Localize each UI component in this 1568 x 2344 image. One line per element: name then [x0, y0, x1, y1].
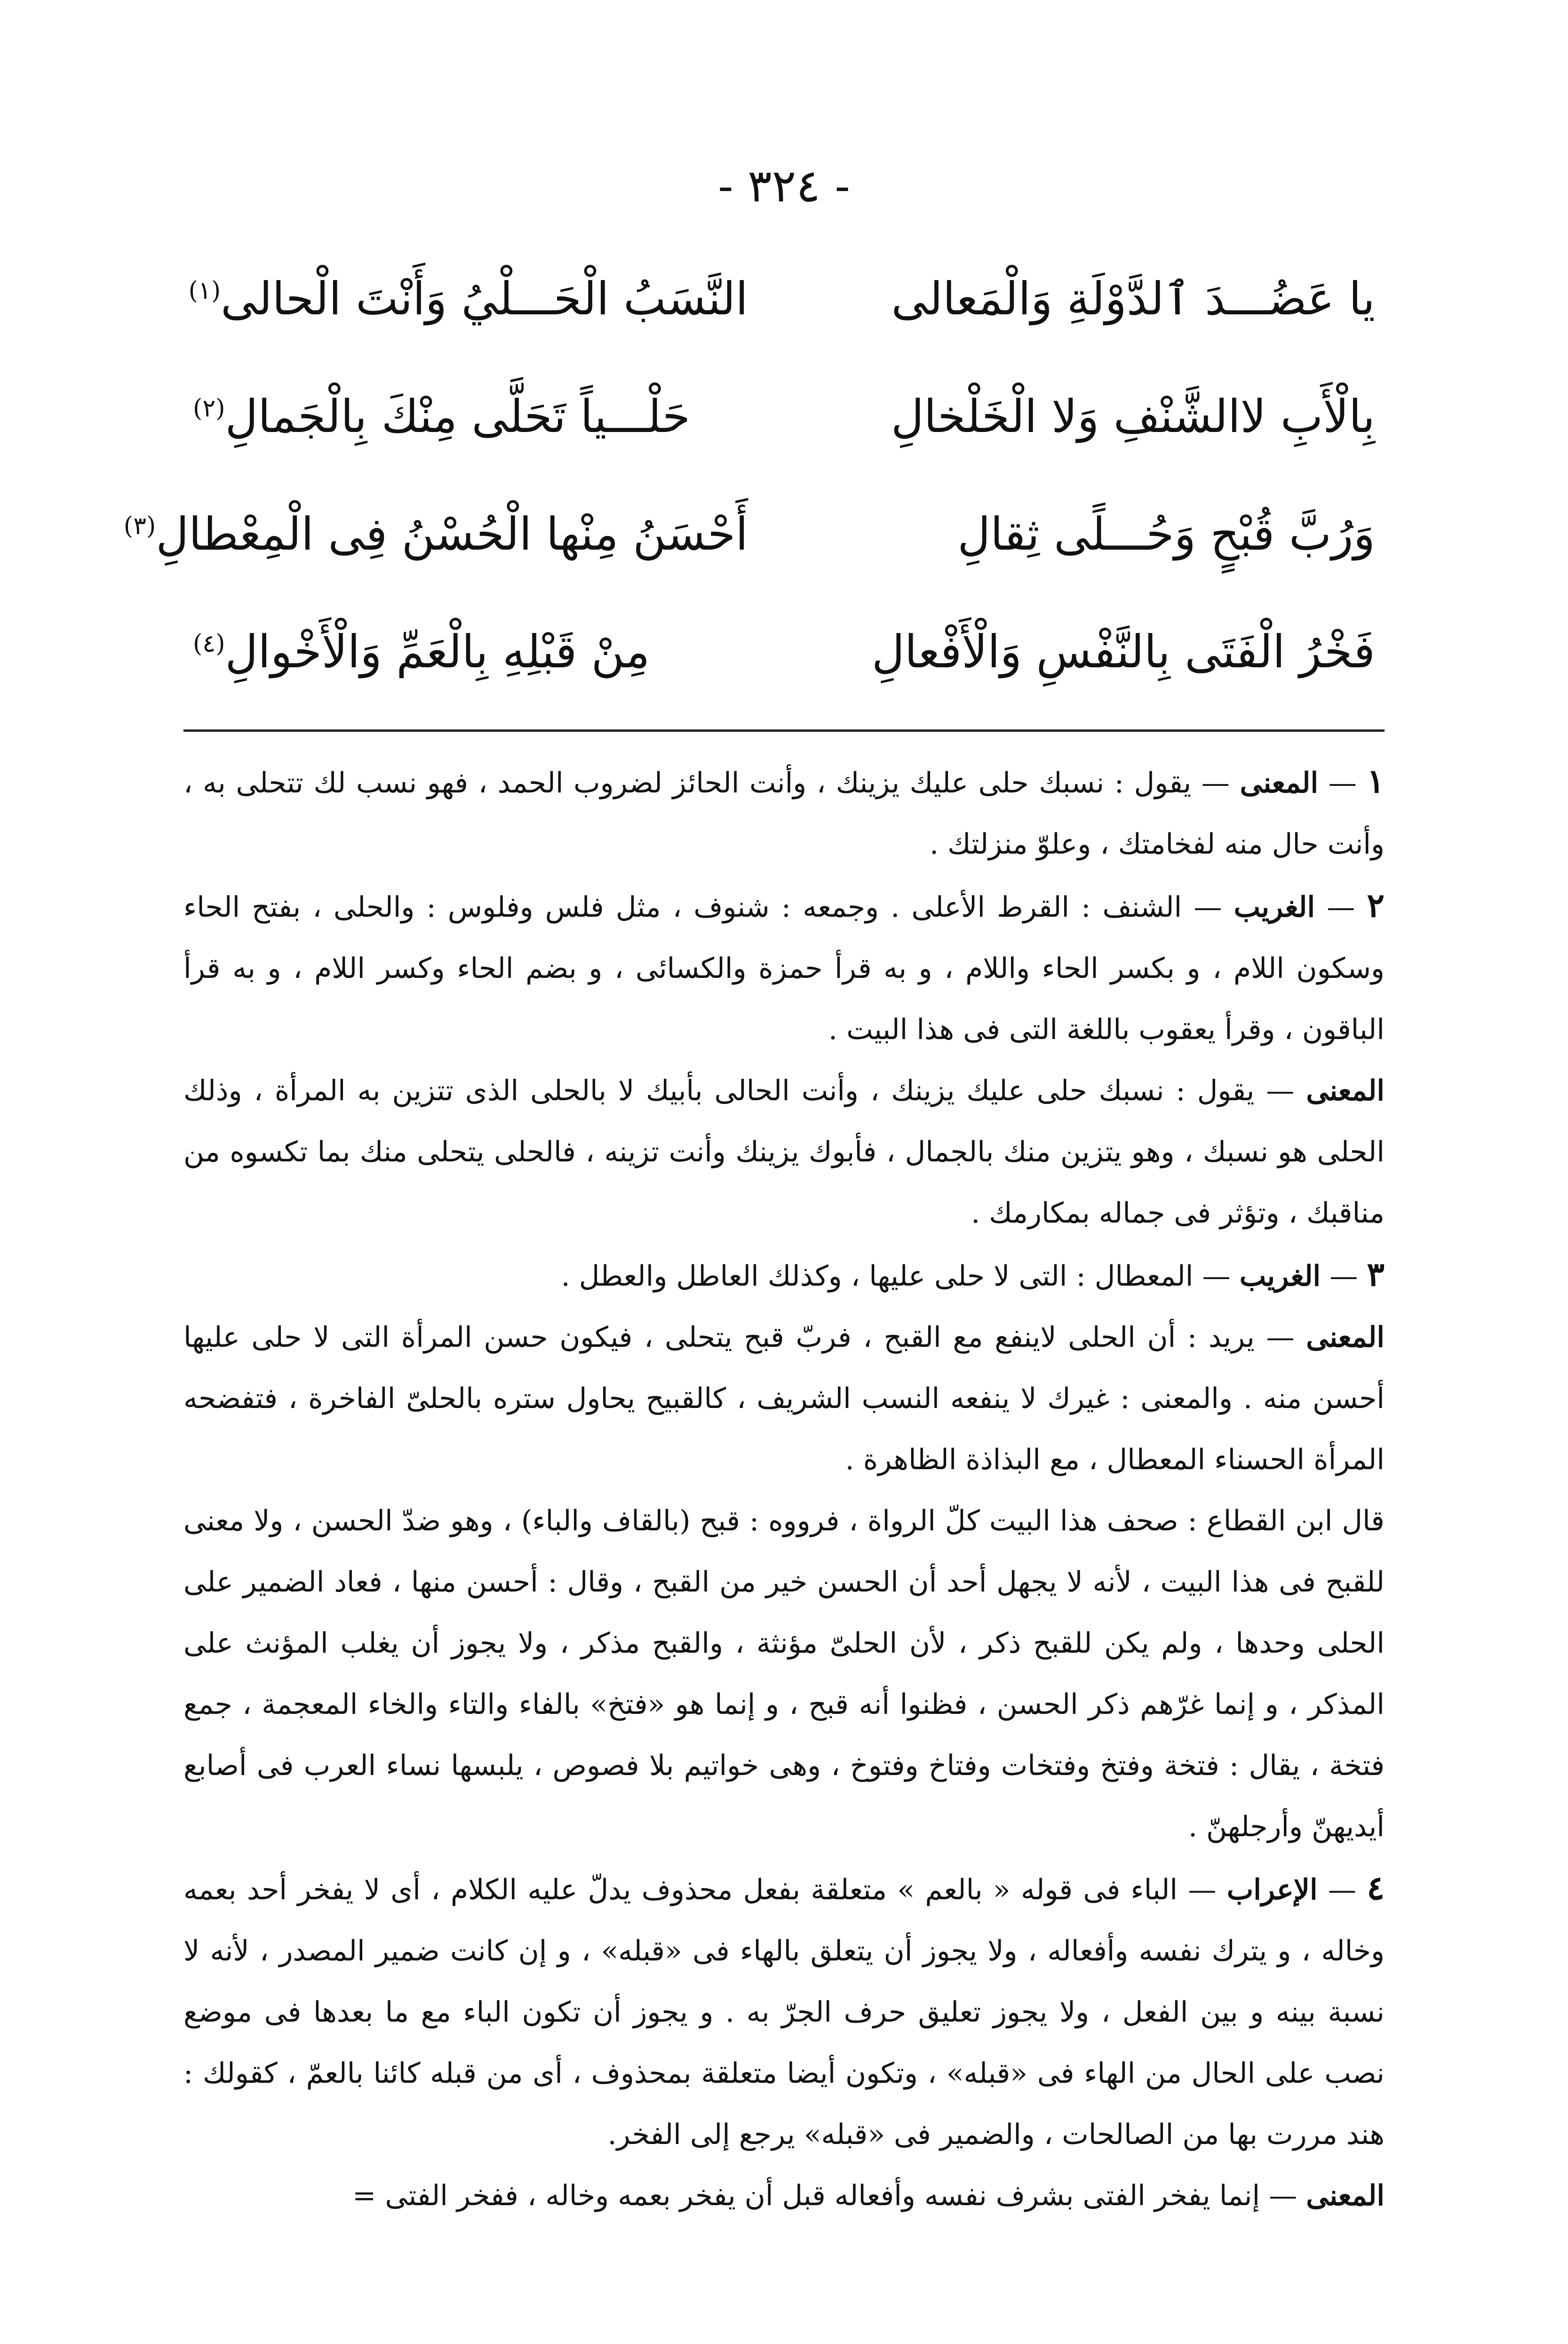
footnote-paragraph: ٢ — الغريب — الشنف : القرط الأعلى . وجمعه : شنوف ، مثل فلس وفلوس : والحلى ، بفتح الحاء وسكون اللام ، و بكسر الحاء واللام ، و به قرأ حمزة والكسائى ، و بضم الحاء وكسر اللام ، و به قرأ الباقون ، وقرأ يعقوب باللغة التى فى هذا البيت . — [183, 886, 1385, 1046]
verse-second-hemistich — [193, 624, 748, 680]
footnote — [183, 1244, 1385, 1857]
footnote-number: ٤ — [1367, 1868, 1385, 1907]
verse-second-text: مِنْ قَبْلِهِ بِالْعَمِّ وَالْأَخْوالِ — [225, 625, 650, 678]
footnote-paragraph — [183, 1307, 1385, 1490]
footnotes — [183, 751, 1385, 2226]
verse-second-hemistich — [123, 506, 748, 562]
verse-first-hemistich: بِالْأَبِ لاالشَّنْفِ وَلا الْخَلْخالِ — [891, 390, 1375, 443]
footnote-reference: (٢) — [193, 394, 225, 423]
footnote-label: المعنى — [1240, 767, 1319, 800]
footnote-divider — [183, 729, 1385, 732]
footnote-text: — الشنف : القرط الأعلى . وجمعه : شنوف ، مثل فلس وفلوس : والحلى ، بفتح الحاء وسكون اللام ، و بكسر الحاء واللام ، و به قرأ حمزة والكسائى ، و بضم الحاء وكسر اللام ، و به قرأ الباقون ، وقرأ يعقوب باللغة التى فى هذا البيت . — [183, 891, 1385, 1046]
footnote-paragraph — [183, 1060, 1385, 1244]
verse-first-hemistich: فَخْرُ الْفَتَى بِالنَّفْسِ وَالْأَفْعالِ — [872, 625, 1375, 678]
footnote-label: الإعراب — [1226, 1873, 1318, 1906]
footnote-number: ٢ — [1367, 886, 1385, 925]
footnote-reference: (١) — [188, 277, 221, 305]
footnote-label: المعنى — [1306, 1074, 1385, 1107]
footnote-paragraph: ١ — المعنى — يقول : نسبك حلى عليك يزينك ، وأنت الحائز لضروب الحمد ، فهو نسب لك تتحلى به ، وأنت حال منه لفخامتك ، وعلوّ منزلتك . — [183, 761, 1385, 861]
verse-line — [188, 240, 1375, 358]
footnote-text: — إنما يفخر الفتى بشرف نفسه وأفعاله قبل أن يفخر بعمه وخاله ، ففخر الفتى = — [352, 2179, 1297, 2212]
footnote-label: الغريب — [1239, 1260, 1321, 1293]
poem-verses — [123, 240, 1375, 711]
verse-line — [123, 475, 1375, 593]
verse-second-hemistich — [188, 271, 748, 327]
footnote-label: المعنى — [1306, 1321, 1385, 1354]
footnote-number: ٣ — [1367, 1255, 1385, 1294]
footnote-paragraph — [183, 1490, 1385, 1857]
footnote-reference: (٤) — [193, 630, 225, 658]
footnote-number: ١ — [1367, 761, 1385, 800]
footnote-label: المعنى — [1306, 2179, 1385, 2212]
footnote — [183, 1857, 1385, 2226]
footnote-paragraph — [183, 2165, 1385, 2226]
verse-first-hemistich: وَرُبَّ قُبْحٍ وَحُـــلًى ثِقالِ — [957, 508, 1375, 560]
footnote — [183, 875, 1385, 1244]
footnote-text: — يقول : نسبك حلى عليك يزينك ، وأنت الحائز لضروب الحمد ، فهو نسب لك تتحلى به ، وأنت حال منه لفخامتك ، وعلوّ منزلتك . — [183, 767, 1385, 861]
footnote-paragraph: ٤ — الإعراب — الباء فى قوله « بالعم » متعلقة بفعل محذوف يدلّ عليه الكلام ، أى لا يفخر أحد بعمه وخاله ، و يترك نفسه وأفعاله ، ولا يجوز أن يتعلق بالهاء فى «قبله» ، و إن كانت ضمير المصدر ، لأنه لا نسبة بينه و بين الفعل ، ولا يجوز تعليق حرف الجرّ به . و يجوز أن تكون الباء مع ما بعدها فى موضع نصب على الحال من الهاء فى «قبله» ، وتكون أيضا متعلقة بمحذوف ، أى من قبله كائنا بالعمّ ، كقولك : هند مررت بها من الصالحات ، والضمير فى «قبله» يرجع إلى الفخر. — [183, 1868, 1385, 2151]
verse-line — [193, 593, 1375, 711]
verse-second-text: حَلْـــياً تَحَلَّى مِنْكَ بِالْجَمالِ — [225, 390, 691, 443]
page-number: - ٣٢٤ - — [718, 160, 850, 212]
footnote-reference: (٣) — [123, 512, 156, 540]
verse-second-text: النَّسَبُ الْحَـــلْيُ وَأَنْتَ الْحالى — [221, 272, 748, 325]
verse-line — [193, 358, 1375, 475]
verse-second-text: أَحْسَنُ مِنْها الْحُسْنُ فِى الْمِعْطالِ — [156, 508, 748, 560]
footnote-text: قال ابن القطاع : صحف هذا البيت كلّ الرواة ، فرووه : قبح (بالقاف والباء) ، وهو ضدّ الحسن ، ولا معنى للقبح فى هذا البيت ، لأنه لا يجهل أحد أن الحسن خير من القبح ، وقال : أحسن منها ، فعاد الضمير على الحلى وحدها ، ولم يكن للقبح ذكر ، لأن الحلىّ مؤنثة ، والقبح مذكر ، ولا يجوز أن يغلب المؤنث على المذكر ، و إنما غرّهم ذكر الحسن ، فظنوا أنه قبح ، و إنما هو «فتخ» بالفاء والتاء والخاء المعجمة ، جمع فتخة ، يقال : فتخة وفتخ وفتخات وفتاخ وفتوخ ، وهى خواتيم بلا فصوص ، يلبسها نساء العرب فى أصابع أيديهنّ وأرجلهنّ . — [183, 1504, 1385, 1843]
footnote-text: — المعطال : التى لا حلى عليها ، وكذلك العاطل والعطل . — [561, 1260, 1231, 1293]
footnote-text: — الباء فى قوله « بالعم » متعلقة بفعل محذوف يدلّ عليه الكلام ، أى لا يفخر أحد بعمه وخاله ، و يترك نفسه وأفعاله ، ولا يجوز أن يتعلق بالهاء فى «قبله» ، و إن كانت ضمير المصدر ، لأنه لا نسبة بينه و بين الفعل ، ولا يجوز تعليق حرف الجرّ به . و يجوز أن تكون الباء مع ما بعدها فى موضع نصب على الحال من الهاء فى «قبله» ، وتكون أيضا متعلقة بمحذوف ، أى من قبله كائنا بالعمّ ، كقولك : هند مررت بها من الصالحات ، والضمير فى «قبله» يرجع إلى الفخر. — [183, 1873, 1385, 2151]
footnote-paragraph: ٣ — الغريب — المعطال : التى لا حلى عليها ، وكذلك العاطل والعطل . — [561, 1255, 1385, 1294]
footnote-text: — يريد : أن الحلى لاينفع مع القبح ، فربّ قبح يتحلى ، فيكون حسن المرأة التى لا حلى عليها أحسن منه . والمعنى : غيرك لا ينفعه النسب الشريف ، كالقبيح يحاول ستره بالحلىّ الفاخرة ، فتفضحه المرأة الحسناء المعطال ، مع البذاذة الظاهرة . — [183, 1321, 1385, 1476]
footnote-text: — يقول : نسبك حلى عليك يزينك ، وأنت الحالى بأبيك لا بالحلى الذى تتزين به المرأة ، وذلك الحلى هو نسبك ، وهو يتزين منك بالجمال ، فأبوك يزينك وأنت تزينه ، فالحلى يتحلى منك بما تكسوه من مناقبك ، وتؤثر فى جماله بمكارمك . — [183, 1074, 1385, 1230]
footnote — [183, 751, 1385, 875]
footnote-label: الغريب — [1234, 891, 1315, 924]
verse-second-hemistich — [193, 388, 748, 445]
verse-first-hemistich: يا عَضُـــدَ ٱلدَّوْلَةِ وَالْمَعالى — [891, 272, 1375, 325]
